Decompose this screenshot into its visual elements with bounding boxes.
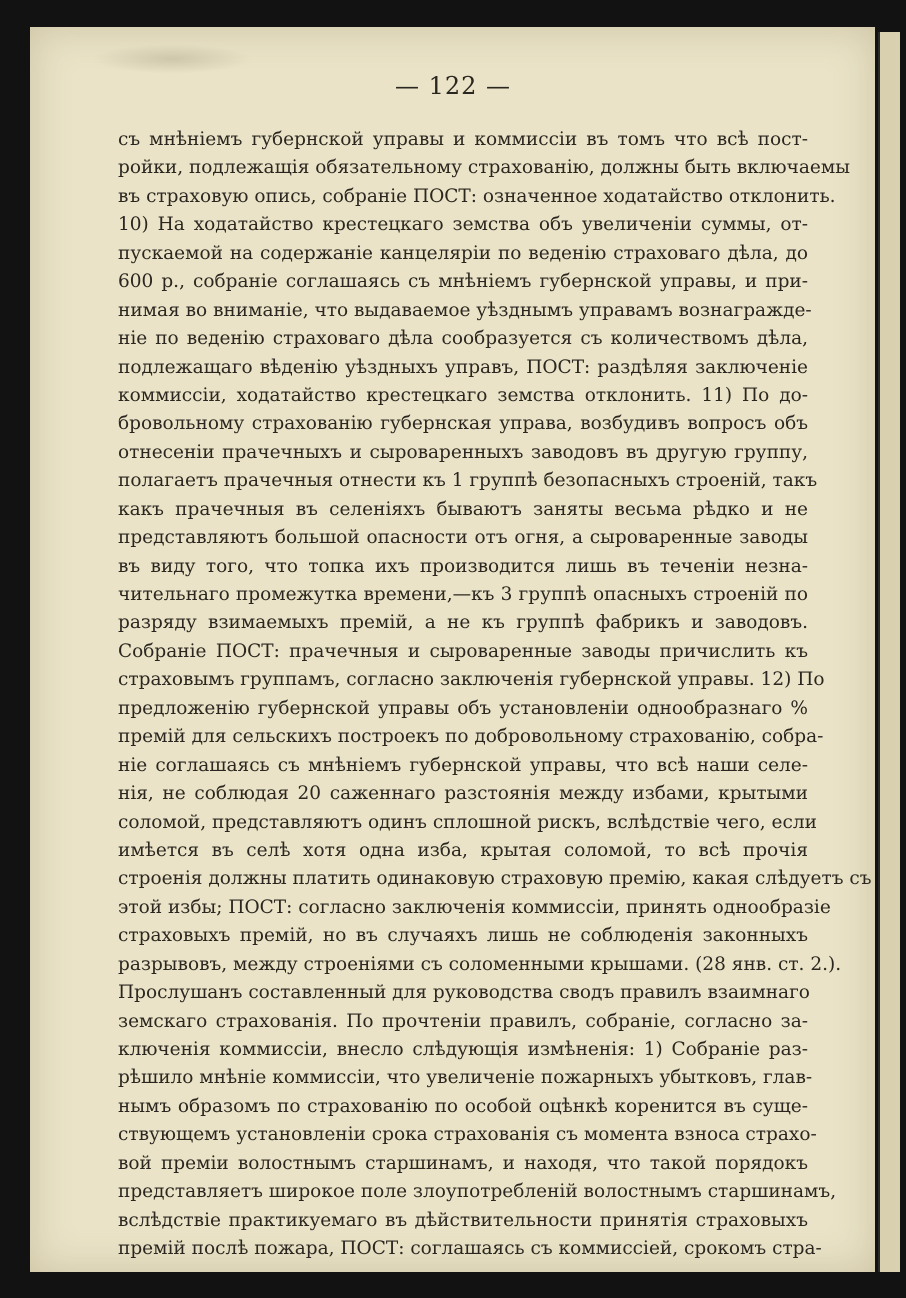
text-line: земскаго страхованія. По прочтеніи правилъ, собраніе, согласно за- [118,1010,808,1032]
text-line: имѣется въ селѣ хотя одна изба, крытая соломой, то всѣ прочія [118,839,808,861]
text-line: этой избы; ПОСТ: согласно заключенія коммиссіи, принять однообразіе [118,896,831,918]
text-line: страховыхъ премій, но въ случаяхъ лишь не соблюденія законныхъ [118,925,808,947]
text-line: разряду взимаемыхъ премій, а не къ группѣ фабрикъ и заводовъ. [118,612,808,634]
text-line: нымъ образомъ по страхованію по особой оцѣнкѣ коренится въ суще- [118,1095,808,1117]
page-number: — 122 — [394,72,512,100]
text-line: полагаетъ прачечныя отнести къ 1 группѣ безопасныхъ строеній, такъ [118,470,818,492]
text-line: 10) На ходатайство крестецкаго земства объ увеличеніи суммы, от- [118,214,808,236]
text-line: въ виду того, что топка ихъ производится лишь въ теченіи незна- [118,555,808,577]
text-line: нія, не соблюдая 20 саженнаго разстоянія между избами, крытыми [118,783,808,805]
text-line: представляютъ большой опасности отъ огня, а сыроваренные заводы [118,527,808,549]
text-line: ніе соглашаясь съ мнѣніемъ губернской управы, что всѣ наши селе- [118,754,808,776]
text-line: съ мнѣніемъ губернской управы и коммиссіи въ томъ что всѣ пост- [118,129,808,150]
text-line: рѣшило мнѣніе коммиссіи, что увеличеніе пожарныхъ убытковъ, глав- [118,1067,813,1089]
text-line: строенія должны платить одинаковую страховую премію, какая слѣдуетъ съ [118,868,872,890]
text-line: премій для сельскихъ построекъ по добровольному страхованію, собра- [118,726,824,748]
text-line: разрывовъ, между строеніями съ соломенными крышами. (28 янв. ст. 2.). [118,953,842,975]
text-line: страховымъ группамъ, согласно заключенія губернской управы. 12) По [118,669,825,691]
text-line: 600 р., собраніе соглашаясь съ мнѣніемъ губернской управы, и при- [118,271,808,293]
text-line: нимая во вниманіе, что выдаваемое уѣзднымъ управамъ вознагражде- [118,299,812,321]
text-line: соломой, представляютъ одинъ сплошной рискъ, вслѣдствіе чего, если [118,811,817,833]
paper-stain [92,44,252,74]
text-line: ніе по веденію страховаго дѣла сообразуется съ количествомъ дѣла, [118,328,808,350]
text-line: въ страховую опись, собраніе ПОСТ: означенное ходатайство отклонить. [118,185,836,207]
adjacent-page-edge [878,32,900,1272]
text-line: предложенію губернской управы объ установленіи однообразнаго % [118,697,808,719]
text-line: бровольному страхованію губернская управа, возбудивъ вопросъ объ [118,413,808,435]
text-line: премій послѣ пожара, ПОСТ: соглашаясь съ коммиссіей, срокомъ стра- [118,1238,822,1260]
text-line: какъ прачечныя въ селеніяхъ бываютъ заняты весьма рѣдко и не [118,498,808,520]
text-line: пускаемой на содержаніе канцеляріи по веденію страховаго дѣла, до [118,242,808,264]
text-line: ствующемъ установленіи срока страхованія съ момента взноса страхо- [118,1124,817,1146]
page-body-text [118,126,872,1264]
text-line: ройки, подлежащія обязательному страхованію, должны быть включаемы [118,157,850,179]
text-line: коммиссіи, ходатайство крестецкаго земства отклонить. 11) По до- [118,384,808,406]
text-line: Собраніе ПОСТ: прачечныя и сыроваренные заводы причислить къ [118,640,808,662]
text-line: чительнаго промежутка времени,—къ 3 группѣ опасныхъ строеній по [118,584,808,605]
text-line: подлежащаго вѣденію уѣздныхъ управъ, ПОСТ: раздѣляя заключеніе [118,356,808,378]
text-line: отнесеніи прачечныхъ и сыроваренныхъ заводовъ въ другую группу, [118,441,808,463]
text-line: Прослушанъ составленный для руководства сводъ правилъ взаимнаго [118,982,810,1004]
text-line: вслѣдствіе практикуемаго въ дѣйствительности принятія страховыхъ [118,1209,808,1231]
text-line: вой преміи волостнымъ старшинамъ, и находя, что такой порядокъ [118,1152,808,1174]
text-line: представляетъ широкое поле злоупотребленій волостнымъ старшинамъ, [118,1181,837,1203]
text-line: ключенія коммиссіи, внесло слѣдующія измѣненія: 1) Собраніе раз- [118,1039,808,1060]
